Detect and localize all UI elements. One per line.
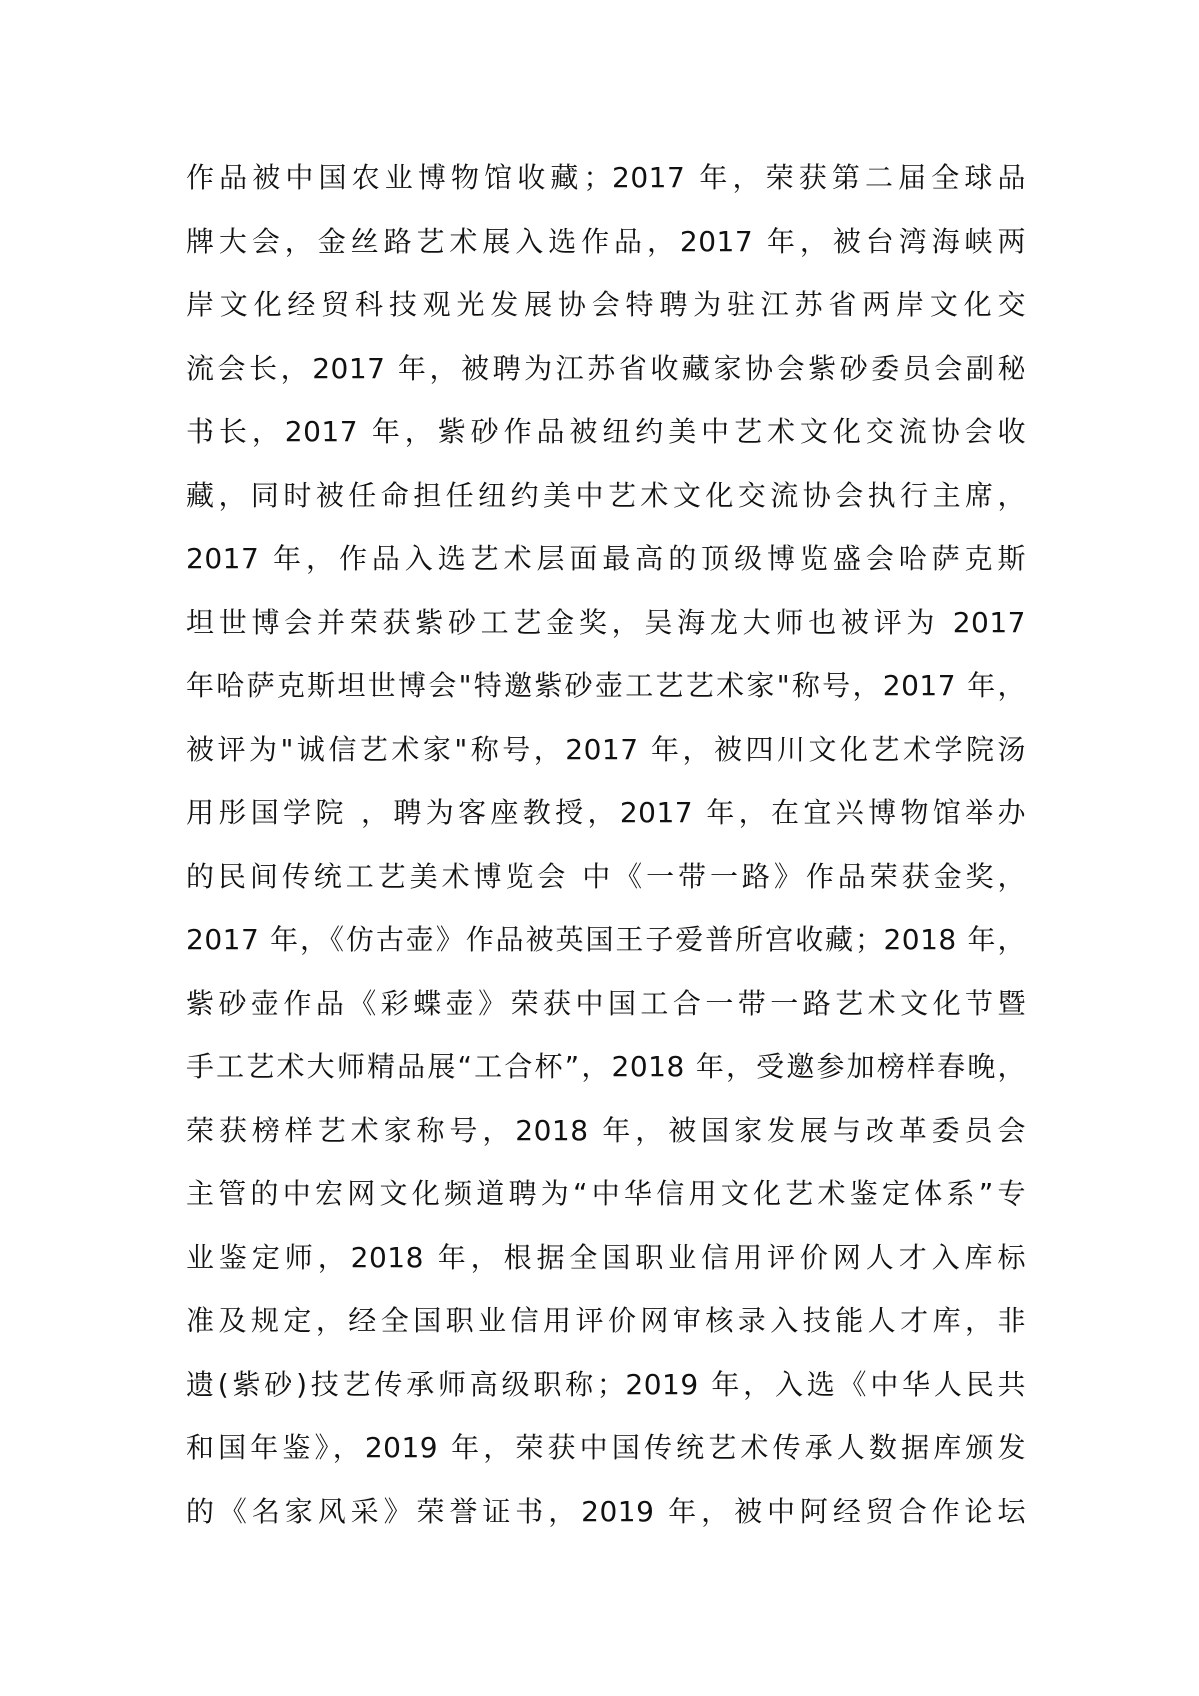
text-line: 业鉴定师，2018 年，根据全国职业信用评价网人才入库标 (186, 1240, 1026, 1274)
text-line: 主管的中宏网文化频道聘为“中华信用文化艺术鉴定体系”专 (186, 1177, 1026, 1210)
text-line: 用彤国学院 ，聘为客座教授，2017 年，在宜兴博物馆举办 (186, 796, 1026, 829)
text-line: 紫砂壶作品《彩蝶壶》荣获中国工合一带一路艺术文化节暨 (186, 986, 1026, 1020)
text-line: 2017 年，《仿古壶》作品被英国王子爱普所宫收藏；2018 年， (186, 923, 1026, 956)
text-line: 流会长，2017 年，被聘为江苏省收藏家协会紫砂委员会副秘 (186, 351, 1026, 385)
text-line: 作品被中国农业博物馆收藏；2017 年，荣获第二届全球品 (186, 161, 1026, 194)
body-paragraph (186, 146, 1026, 1543)
text-line: 年哈萨克斯坦世博会"特邀紫砂壶工艺艺术家"称号，2017 年， (186, 669, 1026, 702)
text-line: 手工艺术大师精品展“工合杯”，2018 年，受邀参加榜样春晚， (186, 1050, 1026, 1083)
text-line: 藏，同时被任命担任纽约美中艺术文化交流协会执行主席， (186, 478, 1026, 512)
text-line: 准及规定，经全国职业信用评价网审核录入技能人才库，非 (186, 1304, 1026, 1337)
text-line: 的民间传统工艺美术博览会 中《一带一路》作品荣获金奖， (186, 859, 1026, 893)
text-line: 被评为"诚信艺术家"称号，2017 年，被四川文化艺术学院汤 (186, 732, 1026, 766)
text-line: 的《名家风采》荣誉证书，2019 年，被中阿经贸合作论坛 (186, 1494, 1026, 1528)
text-line: 坦世博会并荣获紫砂工艺金奖，吴海龙大师也被评为 2017 (186, 605, 1026, 639)
text-line: 书长，2017 年，紫砂作品被纽约美中艺术文化交流协会收 (186, 415, 1026, 448)
text-line: 荣获榜样艺术家称号，2018 年，被国家发展与改革委员会 (186, 1113, 1026, 1147)
text-line: 岸文化经贸科技观光发展协会特聘为驻江苏省两岸文化交 (186, 288, 1026, 321)
text-line: 遗(紫砂)技艺传承师高级职称；2019 年，入选《中华人民共 (186, 1367, 1026, 1401)
text-line: 2017 年，作品入选艺术层面最高的顶级博览盛会哈萨克斯 (186, 542, 1026, 575)
text-line: 和国年鉴》，2019 年，荣获中国传统艺术传承人数据库颁发 (186, 1431, 1026, 1464)
text-line: 牌大会，金丝路艺术展入选作品，2017 年，被台湾海峡两 (186, 224, 1026, 258)
